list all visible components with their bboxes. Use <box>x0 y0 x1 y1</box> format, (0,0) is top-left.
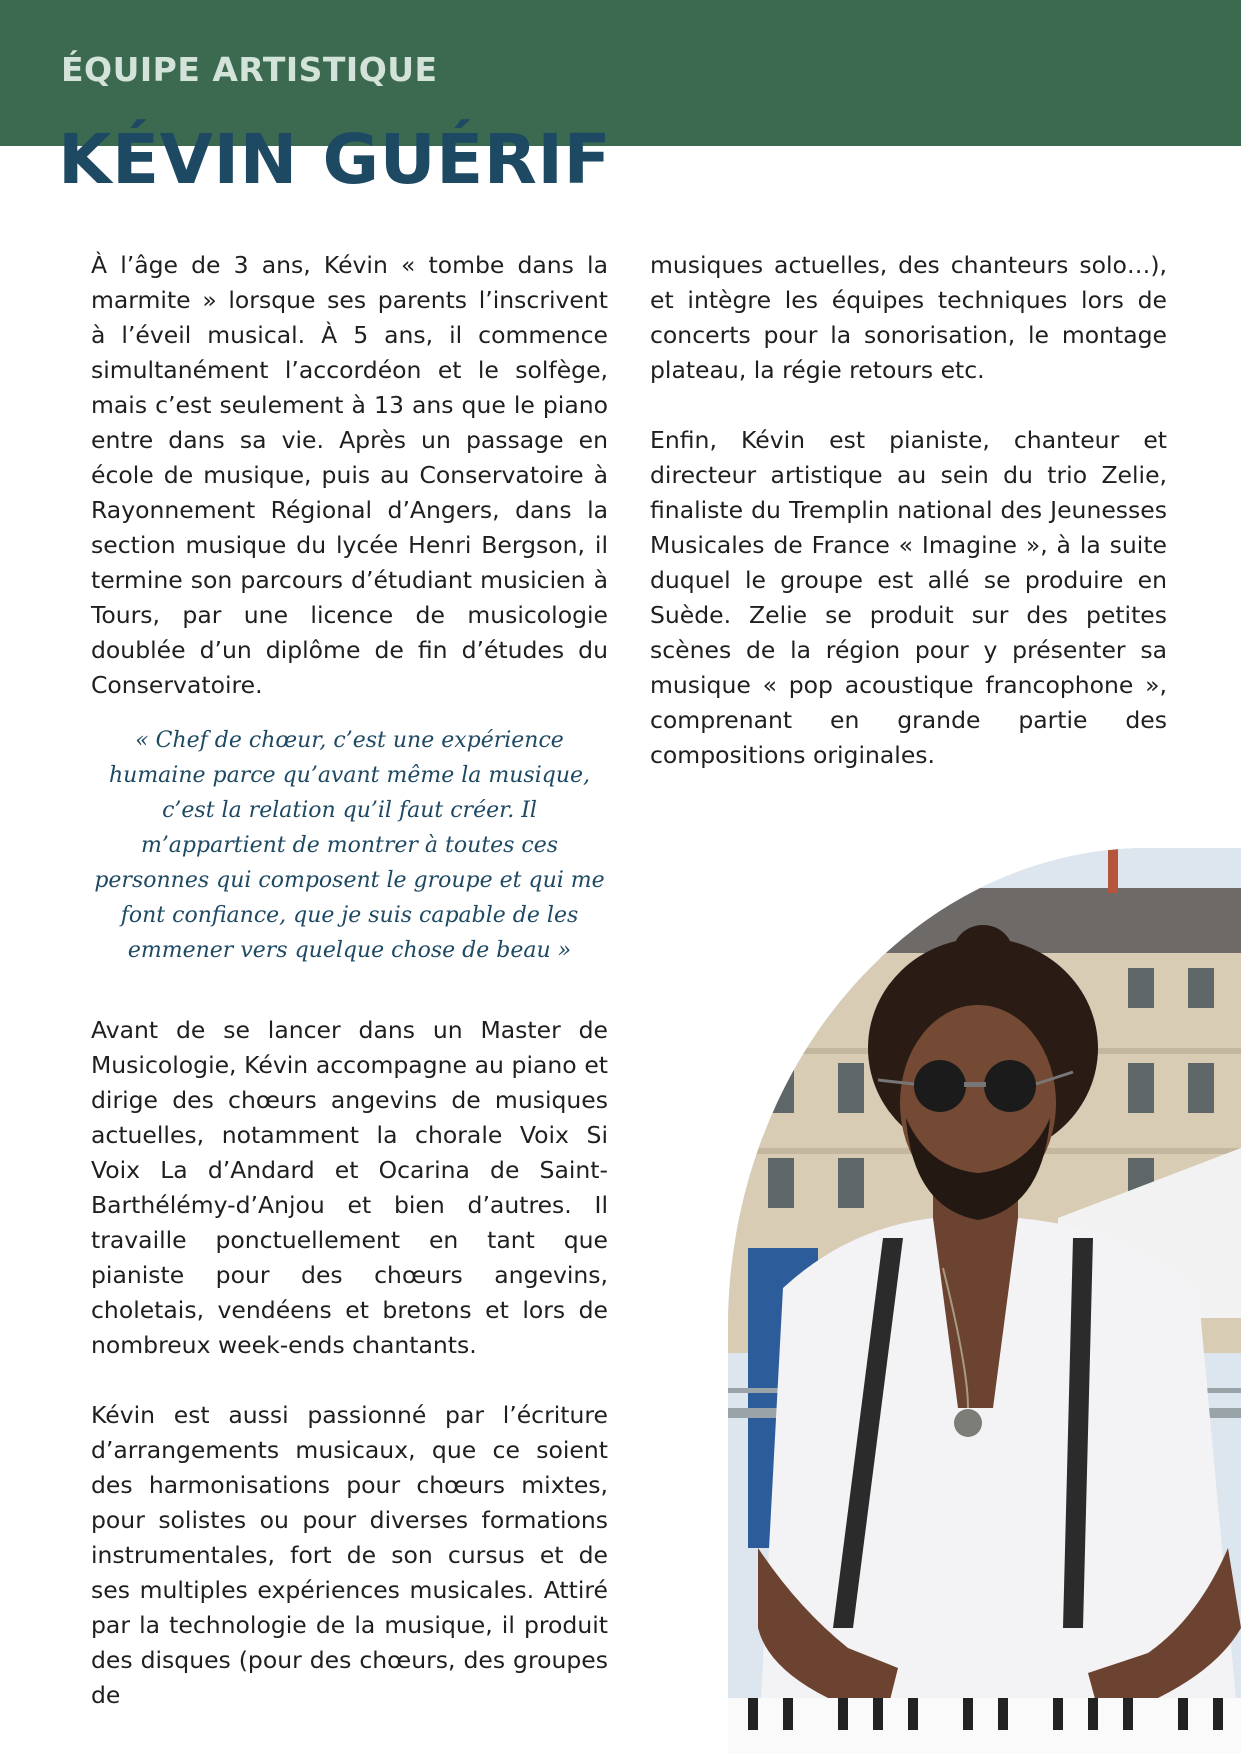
person-name-title: KÉVIN GUÉRIF <box>58 120 612 200</box>
bio-paragraph-arranging: Kévin est aussi passionné par l’écriture d’arrangements musicaux, que ce soient des harmonisations pour chœurs mixtes, pour solistes ou pour diverses formations instrumentales, fort de son cursus et de ses multiples expériences musicales. Attiré par la technologie de la musique, il produit des disques (pour des chœurs, des groupes de <box>91 1401 608 1709</box>
bio-paragraph-choirs: Avant de se lancer dans un Master de Musicologie, Kévin accompagne au piano et dirige des chœurs angevins de musiques actuelles, notamment la chorale Voix Si Voix La d’Andard et Ocarina de Saint-Barthélémy-d’Anjou et bien d’autres. Il travaille ponctuellement en tant que pianiste pour des chœurs angevins, choletais, vendéens et bretons et lors de nombreux week-ends chantants. <box>91 1016 608 1359</box>
bio-paragraph-technical: musiques actuelles, des chanteurs solo…), et intègre les équipes techniques lors de concerts pour la sonorisation, le montage plateau, la régie retours etc. <box>650 251 1167 384</box>
right-column <box>650 248 1167 773</box>
bio-paragraph-childhood: À l’âge de 3 ans, Kévin « tombe dans la marmite » lorsque ses parents l’inscrivent à l’éveil musical. À 5 ans, il commence simultanément l’accordéon et le solfège, mais c’est seulement à 13 ans que le piano entre dans sa vie. Après un passage en école de musique, puis au Conservatoire à Rayonnement Régional d’Angers, dans la section musique du lycée Henri Bergson, il termine son parcours d’étudiant musicien à Tours, par une licence de musicologie doublée d’un diplôme de fin d’études du Conservatoire. <box>91 251 608 699</box>
bio-paragraph-zelie: Enfin, Kévin est pianiste, chanteur et directeur artistique au sein du trio Zelie, finaliste du Tremplin national des Jeunesses Musicales de France « Imagine », à la suite duquel le groupe est allé se produire en Suède. Zelie se produit sur des petites scènes de la région pour y présenter sa musique « pop acoustique francophone », comprenant en grande partie des compositions originales. <box>650 426 1167 769</box>
pull-quote: « Chef de chœur, c’est une expérience humaine parce qu’avant même la musique, c’est la relation qu’il faut créer. Il m’appartient de montrer à toutes ces personnes qui composent le groupe et qui me font confiance, que je suis capable de les emmener vers quelque chose de beau » <box>94 728 605 963</box>
portrait-photo <box>728 848 1241 1754</box>
left-column <box>91 248 608 1713</box>
portrait-illustration <box>728 848 1241 1754</box>
section-label: ÉQUIPE ARTISTIQUE <box>61 50 438 89</box>
